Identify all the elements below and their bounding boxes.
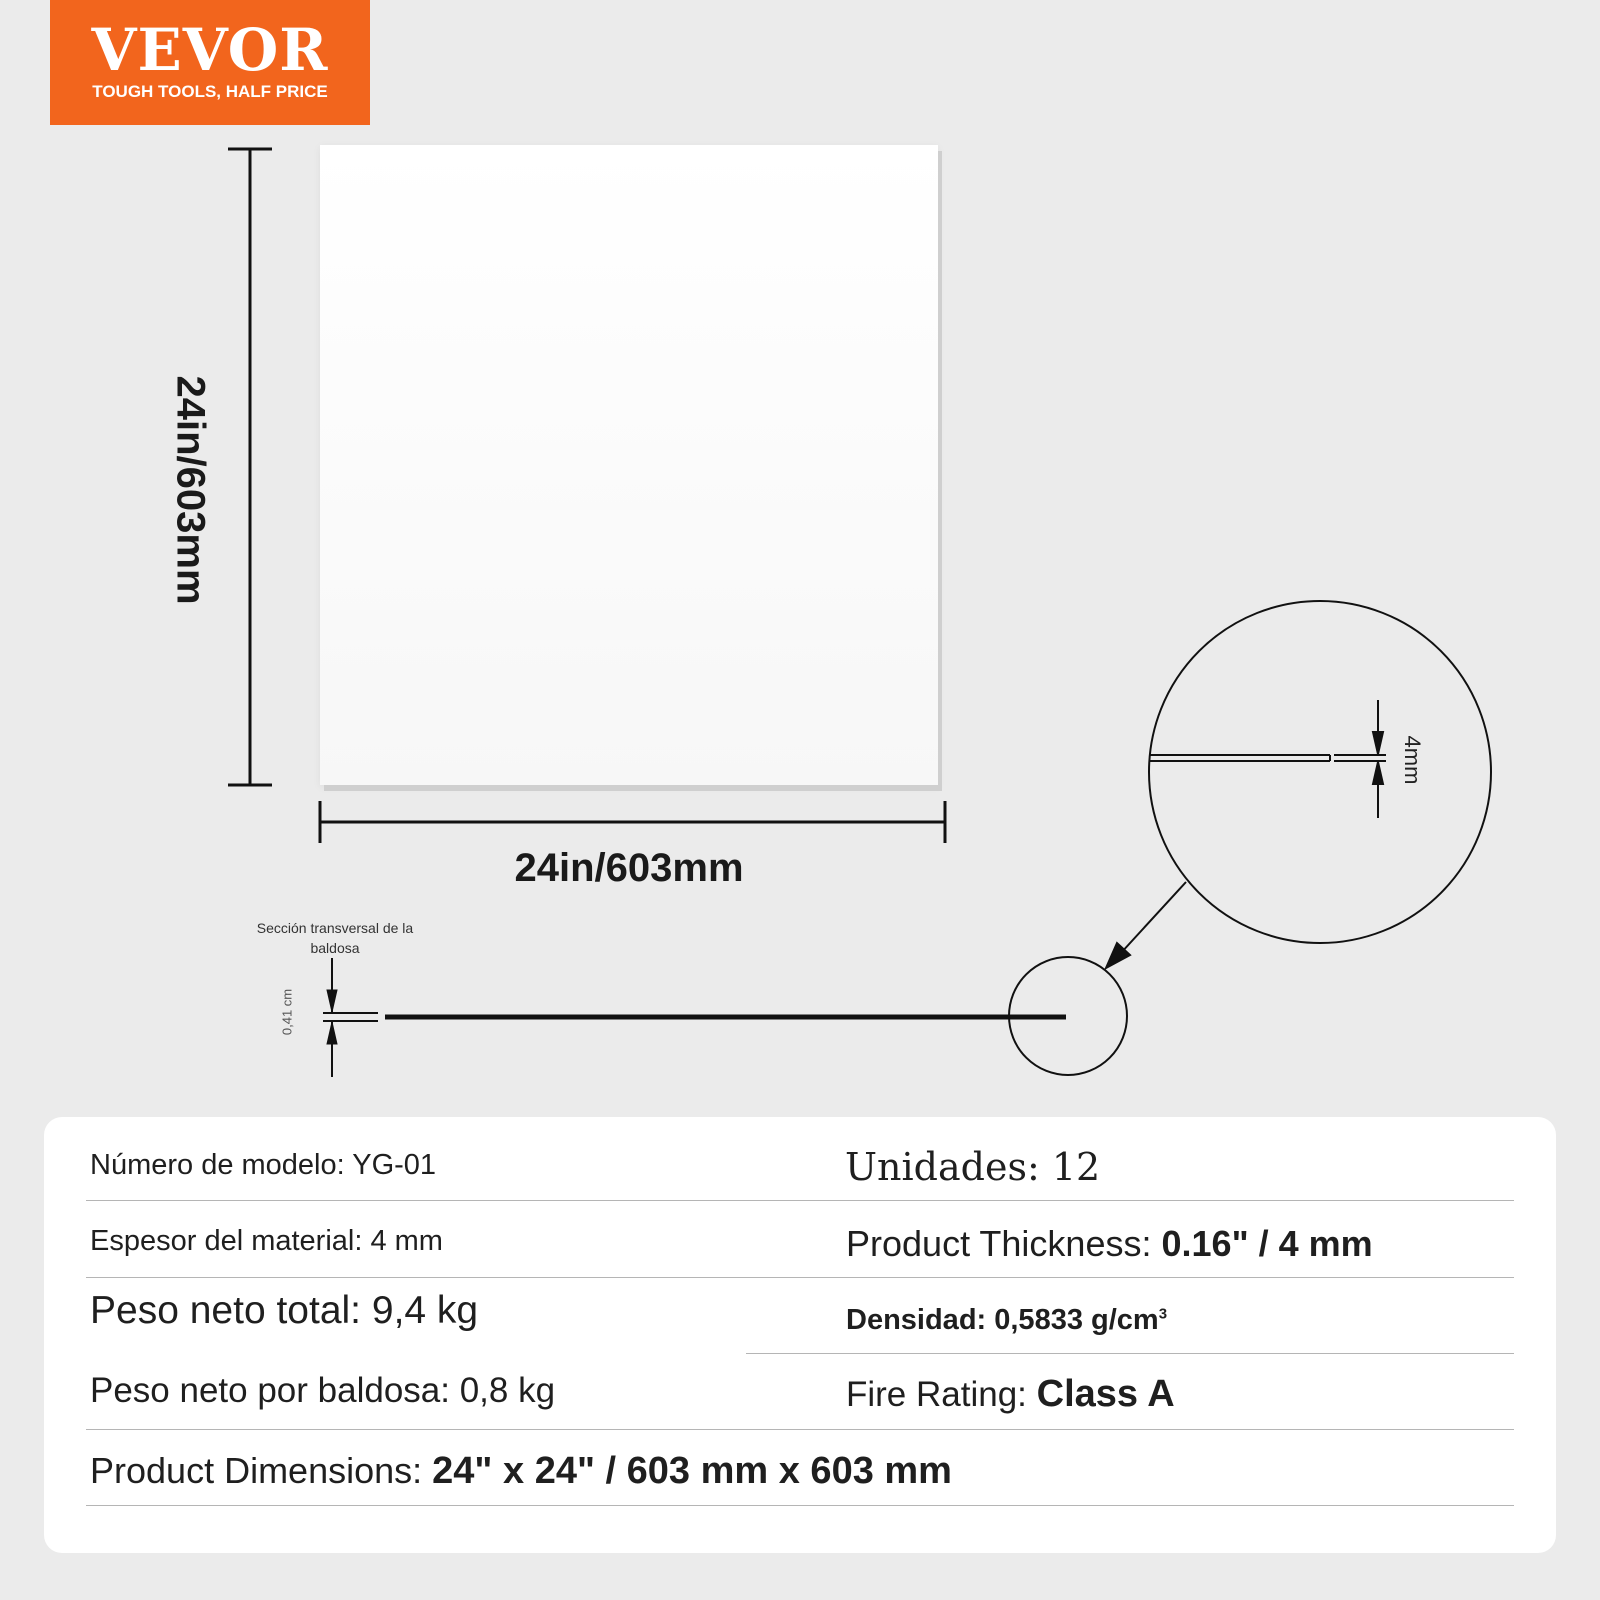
spec-fire-rating xyxy=(846,1373,1175,1416)
spec-material xyxy=(90,1225,443,1258)
spec-fire-label: Fire Rating: xyxy=(846,1375,1027,1414)
spec-dimensions-label: Product Dimensions: xyxy=(90,1450,423,1491)
spec-tile-weight-value: 0,8 kg xyxy=(459,1371,556,1410)
zoom-detail-section xyxy=(1150,700,1386,818)
spec-density-exponent: 3 xyxy=(1158,1305,1168,1323)
divider xyxy=(86,1505,1514,1506)
spec-model xyxy=(90,1149,436,1182)
brand-tagline: TOUGH TOOLS, HALF PRICE xyxy=(92,82,328,101)
spec-model-label: Número de modelo: xyxy=(90,1149,345,1181)
spec-density-value: 0,5833 g/cm xyxy=(994,1304,1159,1336)
spec-material-label: Espesor del material: xyxy=(90,1225,363,1257)
divider xyxy=(86,1277,1514,1278)
spec-units xyxy=(845,1145,1100,1189)
spec-thickness-label: Product Thickness: xyxy=(846,1223,1152,1264)
spec-tile-weight xyxy=(90,1371,555,1411)
height-dimension-text: 24in/603mm xyxy=(168,375,213,605)
divider xyxy=(86,1200,1514,1201)
spec-tile-weight-label: Peso neto por baldosa: xyxy=(90,1371,450,1410)
zoom-detail-circle xyxy=(1149,601,1491,943)
height-dimension-line xyxy=(228,149,272,785)
spec-total-weight-value: 9,4 kg xyxy=(371,1289,479,1332)
spec-density xyxy=(846,1304,1167,1337)
divider xyxy=(746,1353,1514,1354)
spec-units-label: Unidades: xyxy=(845,1145,1040,1189)
specifications-panel xyxy=(44,1117,1556,1553)
zoom-thickness-text: 4mm xyxy=(1400,735,1425,785)
cross-section-label: Sección transversal de la baldosa xyxy=(256,920,414,956)
divider xyxy=(86,1429,1514,1430)
spec-units-value: 12 xyxy=(1051,1145,1101,1189)
zoom-connector-arrow xyxy=(1106,882,1186,968)
spec-model-value: YG-01 xyxy=(352,1149,437,1181)
spec-total-weight xyxy=(90,1289,478,1333)
width-dimension-label: 24in/603mm xyxy=(514,846,744,890)
spec-dimensions xyxy=(90,1450,952,1493)
cross-section-drawing xyxy=(323,958,1066,1077)
spec-thickness-value: 0.16" / 4 mm xyxy=(1161,1223,1373,1264)
spec-total-weight-label: Peso neto total: xyxy=(90,1289,362,1332)
cross-section-thickness-text: 0,41 cm xyxy=(279,988,295,1036)
brand-name: VEVOR xyxy=(91,16,329,84)
width-dimension-line xyxy=(320,801,945,843)
spec-material-value: 4 mm xyxy=(370,1225,443,1257)
spec-dimensions-value: 24" x 24" / 603 mm x 603 mm xyxy=(432,1450,952,1492)
spec-fire-value: Class A xyxy=(1036,1373,1175,1415)
spec-thickness xyxy=(846,1223,1373,1265)
spec-density-label: Densidad: xyxy=(846,1304,987,1336)
